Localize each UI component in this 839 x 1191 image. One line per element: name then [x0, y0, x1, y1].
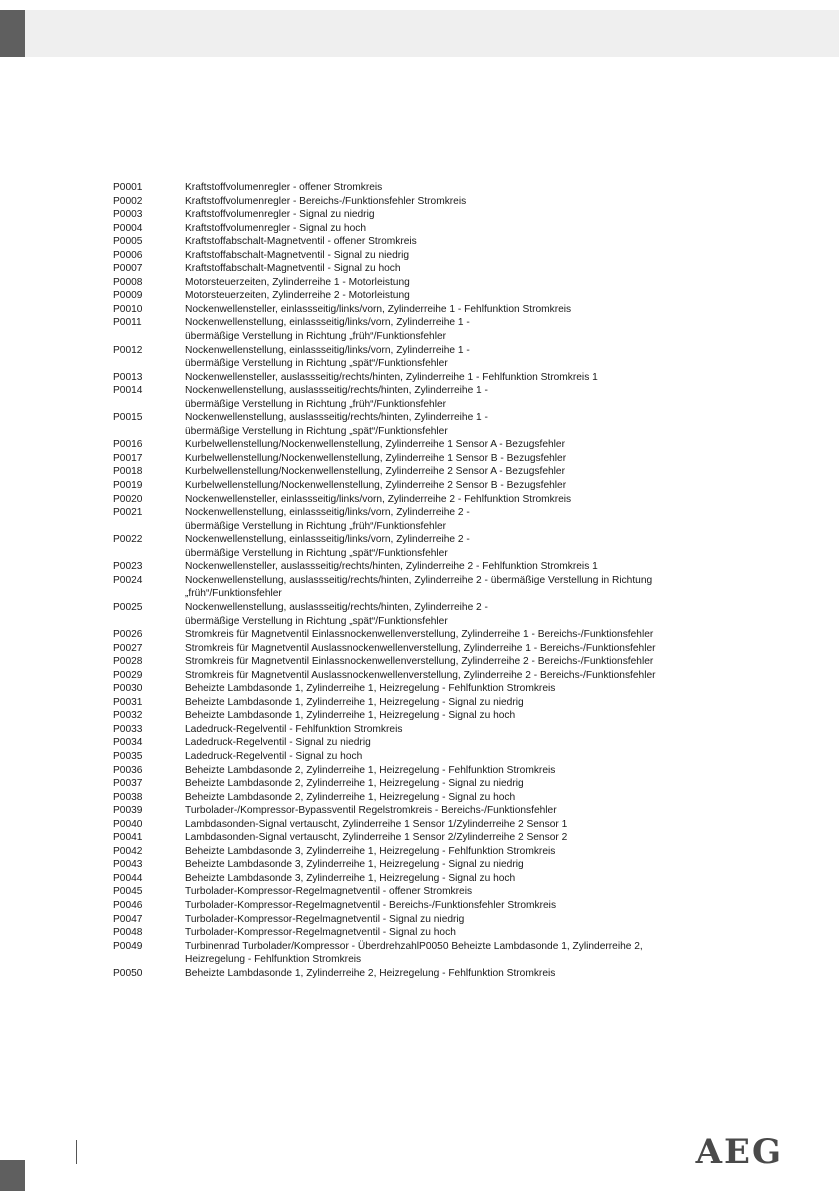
description-line: Ladedruck-Regelventil - Fehlfunktion Stromkreis [185, 723, 403, 735]
code-row [113, 750, 723, 764]
code-row [113, 642, 723, 656]
description-line: Motorsteuerzeiten, Zylinderreihe 2 - Motorleistung [185, 290, 410, 302]
error-code: P0044 [113, 872, 143, 884]
description-line: Turbolader-Kompressor-Regelmagnetventil - Signal zu niedrig [185, 913, 465, 925]
code-row [113, 289, 723, 303]
description-line: Beheizte Lambdasonde 2, Zylinderreihe 1, Heizregelung - Fehlfunktion Stromkreis [185, 764, 556, 776]
error-code: P0011 [113, 317, 142, 329]
description-line: Beheizte Lambdasonde 1, Zylinderreihe 1, Heizregelung - Fehlfunktion Stromkreis [185, 683, 556, 695]
error-code: P0045 [113, 886, 143, 898]
error-code: P0008 [113, 276, 143, 288]
code-row [113, 669, 723, 683]
description-line: übermäßige Verstellung in Richtung „früh“/Funktionsfehler [185, 331, 447, 343]
error-description [185, 208, 723, 222]
error-code: P0030 [113, 683, 143, 695]
description-line: Beheizte Lambdasonde 1, Zylinderreihe 1, Heizregelung - Signal zu niedrig [185, 696, 524, 708]
error-description [185, 574, 723, 601]
description-line: Nockenwellenstellung, auslassseitig/rechts/hinten, Zylinderreihe 2 - übermäßige Verstellung in Richtung [185, 574, 653, 586]
error-code: P0029 [113, 669, 143, 681]
code-row [113, 506, 723, 533]
code-row [113, 181, 723, 195]
code-row [113, 222, 723, 236]
error-description [185, 222, 723, 236]
code-row [113, 479, 723, 493]
footer-divider [76, 1140, 77, 1164]
error-description [185, 479, 723, 493]
error-description [185, 452, 723, 466]
code-row [113, 411, 723, 438]
error-code: P0024 [113, 574, 143, 586]
description-line: Turbolader-Kompressor-Regelmagnetventil - Signal zu hoch [185, 927, 456, 939]
code-row [113, 195, 723, 209]
code-row [113, 438, 723, 452]
description-line: Kurbelwellenstellung/Nockenwellenstellung, Zylinderreihe 1 Sensor B - Bezugsfehler [185, 452, 567, 464]
description-line: Lambdasonden-Signal vertauscht, Zylinderreihe 1 Sensor 2/Zylinderreihe 2 Sensor 2 [185, 832, 568, 844]
description-line: Stromkreis für Magnetventil Auslassnockenwellenverstellung, Zylinderreihe 2 - Bereichs-/Funktionsfehler [185, 669, 656, 681]
code-row [113, 791, 723, 805]
code-row [113, 967, 723, 981]
error-code: P0020 [113, 493, 143, 505]
error-code-list [113, 181, 723, 980]
description-line: Stromkreis für Magnetventil Einlassnockenwellenverstellung, Zylinderreihe 2 - Bereichs-/Funktionsfehler [185, 656, 654, 668]
code-row [113, 845, 723, 859]
code-row [113, 777, 723, 791]
code-row [113, 709, 723, 723]
description-line: Turbolader-/Kompressor-Bypassventil Regelstromkreis - Bereichs-/Funktionsfehler [185, 805, 557, 817]
error-code: P0025 [113, 601, 143, 613]
description-line: Nockenwellensteller, auslassseitig/rechts/hinten, Zylinderreihe 1 - Fehlfunktion Stromkreis 1 [185, 371, 598, 383]
code-row [113, 371, 723, 385]
error-code: P0035 [113, 750, 143, 762]
description-line: Beheizte Lambdasonde 2, Zylinderreihe 1, Heizregelung - Signal zu hoch [185, 791, 516, 803]
description-line: Nockenwellensteller, auslassseitig/rechts/hinten, Zylinderreihe 2 - Fehlfunktion Stromkreis 1 [185, 561, 598, 573]
code-row [113, 316, 723, 343]
code-row [113, 560, 723, 574]
description-line: „früh“/Funktionsfehler [185, 588, 282, 600]
description-line: Heizregelung - Fehlfunktion Stromkreis [185, 954, 362, 966]
description-line: Stromkreis für Magnetventil Einlassnockenwellenverstellung, Zylinderreihe 1 - Bereichs-/Funktionsfehler [185, 629, 654, 641]
description-line: Beheizte Lambdasonde 3, Zylinderreihe 1, Heizregelung - Signal zu niedrig [185, 859, 524, 871]
description-line: Kurbelwellenstellung/Nockenwellenstellung, Zylinderreihe 1 Sensor A - Bezugsfehler [185, 439, 565, 451]
description-line: Beheizte Lambdasonde 2, Zylinderreihe 1, Heizregelung - Signal zu niedrig [185, 778, 524, 790]
code-row [113, 465, 723, 479]
error-code: P0032 [113, 710, 143, 722]
error-code: P0041 [113, 832, 143, 844]
aeg-logo: AEG [695, 1132, 783, 1172]
error-description [185, 628, 723, 642]
code-row [113, 601, 723, 628]
description-line: Turbinenrad Turbolader/Kompressor - ÜberdrehzahlP0050 Beheizte Lambdasonde 1, Zylinderreihe 2, [185, 940, 643, 952]
error-code: P0013 [113, 371, 143, 383]
description-line: Motorsteuerzeiten, Zylinderreihe 1 - Motorleistung [185, 276, 410, 288]
error-description [185, 493, 723, 507]
description-line: Nockenwellenstellung, auslassseitig/rechts/hinten, Zylinderreihe 1 - [185, 412, 488, 424]
code-row [113, 736, 723, 750]
code-row [113, 533, 723, 560]
error-description [185, 371, 723, 385]
error-description [185, 723, 723, 737]
code-row [113, 764, 723, 778]
code-row [113, 276, 723, 290]
error-code: P0012 [113, 344, 143, 356]
code-row [113, 872, 723, 886]
error-code: P0016 [113, 439, 143, 451]
description-line: Turbolader-Kompressor-Regelmagnetventil - Bereichs-/Funktionsfehler Stromkreis [185, 899, 557, 911]
description-line: übermäßige Verstellung in Richtung „spät“/Funktionsfehler [185, 425, 448, 437]
error-code: P0042 [113, 845, 143, 857]
error-code: P0031 [113, 696, 143, 708]
description-line: Beheizte Lambdasonde 3, Zylinderreihe 1, Heizregelung - Fehlfunktion Stromkreis [185, 845, 556, 857]
error-description [185, 940, 723, 967]
error-code: P0006 [113, 249, 143, 261]
error-description [185, 506, 723, 533]
error-description [185, 736, 723, 750]
error-description [185, 777, 723, 791]
error-code: P0002 [113, 195, 143, 207]
page-tab-bottom [0, 1160, 25, 1191]
page-tab-top [0, 10, 25, 57]
error-code: P0001 [113, 182, 143, 193]
error-code: P0037 [113, 778, 143, 790]
code-row [113, 804, 723, 818]
error-description [185, 791, 723, 805]
code-row [113, 818, 723, 832]
error-code: P0039 [113, 805, 143, 817]
error-description [185, 642, 723, 656]
error-code: P0005 [113, 236, 143, 248]
description-line: Kraftstoffabschalt-Magnetventil - Signal zu hoch [185, 263, 401, 275]
error-description [185, 344, 723, 371]
code-row [113, 696, 723, 710]
code-row [113, 831, 723, 845]
description-line: Beheizte Lambdasonde 3, Zylinderreihe 1, Heizregelung - Signal zu hoch [185, 872, 516, 884]
description-line: Kraftstoffvolumenregler - offener Stromkreis [185, 182, 383, 193]
error-code: P0015 [113, 412, 143, 424]
error-code: P0036 [113, 764, 143, 776]
error-description [185, 601, 723, 628]
error-description [185, 764, 723, 778]
code-row [113, 344, 723, 371]
code-row [113, 493, 723, 507]
error-description [185, 465, 723, 479]
error-description [185, 967, 723, 981]
description-line: übermäßige Verstellung in Richtung „früh“/Funktionsfehler [185, 520, 447, 532]
error-code: P0028 [113, 656, 143, 668]
description-line: Kurbelwellenstellung/Nockenwellenstellung, Zylinderreihe 2 Sensor B - Bezugsfehler [185, 480, 567, 492]
error-code: P0017 [113, 452, 143, 464]
error-description [185, 316, 723, 343]
description-line: Nockenwellensteller, einlassseitig/links/vorn, Zylinderreihe 2 - Fehlfunktion Stromkreis [185, 493, 572, 505]
error-code: P0019 [113, 480, 143, 492]
error-code: P0007 [113, 263, 143, 275]
description-line: Nockenwellenstellung, einlassseitig/links/vorn, Zylinderreihe 1 - [185, 344, 470, 356]
code-row [113, 885, 723, 899]
error-code: P0043 [113, 859, 143, 871]
code-row [113, 899, 723, 913]
error-description [185, 560, 723, 574]
error-code: P0038 [113, 791, 143, 803]
error-code: P0027 [113, 642, 143, 654]
error-code: P0010 [113, 303, 143, 315]
error-description [185, 750, 723, 764]
error-description [185, 181, 723, 195]
error-code: P0046 [113, 899, 143, 911]
error-code: P0049 [113, 940, 143, 952]
description-line: Nockenwellenstellung, einlassseitig/links/vorn, Zylinderreihe 1 - [185, 317, 470, 329]
description-line: Kraftstoffvolumenregler - Signal zu niedrig [185, 209, 375, 221]
description-line: Nockenwellenstellung, auslassseitig/rechts/hinten, Zylinderreihe 2 - [185, 601, 488, 613]
error-code: P0050 [113, 967, 143, 979]
error-description [185, 913, 723, 927]
error-description [185, 885, 723, 899]
description-line: Stromkreis für Magnetventil Auslassnockenwellenverstellung, Zylinderreihe 1 - Bereichs-/Funktionsfehler [185, 642, 656, 654]
error-code: P0014 [113, 385, 143, 397]
error-description [185, 195, 723, 209]
description-line: übermäßige Verstellung in Richtung „früh“/Funktionsfehler [185, 398, 447, 410]
description-line: Kraftstoffvolumenregler - Bereichs-/Funktionsfehler Stromkreis [185, 195, 467, 207]
error-description [185, 926, 723, 940]
error-description [185, 845, 723, 859]
error-description [185, 818, 723, 832]
error-code: P0023 [113, 561, 143, 573]
error-description [185, 384, 723, 411]
code-row [113, 249, 723, 263]
code-row [113, 303, 723, 317]
description-line: Nockenwellenstellung, auslassseitig/rechts/hinten, Zylinderreihe 1 - [185, 385, 488, 397]
error-code: P0047 [113, 913, 143, 925]
error-description [185, 249, 723, 263]
error-description [185, 899, 723, 913]
description-line: Ladedruck-Regelventil - Signal zu hoch [185, 750, 363, 762]
description-line: Kraftstoffabschalt-Magnetventil - offener Stromkreis [185, 236, 417, 248]
error-code: P0026 [113, 629, 143, 641]
error-code: P0004 [113, 222, 143, 234]
error-description [185, 411, 723, 438]
description-line: Nockenwellenstellung, einlassseitig/links/vorn, Zylinderreihe 2 - [185, 534, 470, 546]
error-description [185, 709, 723, 723]
code-row [113, 235, 723, 249]
code-row [113, 655, 723, 669]
error-description [185, 858, 723, 872]
description-line: übermäßige Verstellung in Richtung „spät“/Funktionsfehler [185, 358, 448, 370]
error-code: P0003 [113, 209, 143, 221]
code-row [113, 262, 723, 276]
code-row [113, 926, 723, 940]
error-code: P0021 [113, 507, 143, 519]
error-description [185, 696, 723, 710]
error-code: P0048 [113, 927, 143, 939]
description-line: Kurbelwellenstellung/Nockenwellenstellung, Zylinderreihe 2 Sensor A - Bezugsfehler [185, 466, 565, 478]
code-row [113, 858, 723, 872]
error-code: P0040 [113, 818, 143, 830]
code-row [113, 574, 723, 601]
description-line: übermäßige Verstellung in Richtung „spät“/Funktionsfehler [185, 547, 448, 559]
description-line: Lambdasonden-Signal vertauscht, Zylinderreihe 1 Sensor 1/Zylinderreihe 2 Sensor 1 [185, 818, 568, 830]
error-description [185, 303, 723, 317]
error-code: P0034 [113, 737, 143, 749]
code-row [113, 913, 723, 927]
code-row [113, 384, 723, 411]
description-line: Kraftstoffvolumenregler - Signal zu hoch [185, 222, 367, 234]
error-code: P0018 [113, 466, 143, 478]
error-description [185, 289, 723, 303]
code-row [113, 208, 723, 222]
error-description [185, 804, 723, 818]
description-line: übermäßige Verstellung in Richtung „spät“/Funktionsfehler [185, 615, 448, 627]
error-code: P0009 [113, 290, 143, 302]
error-description [185, 669, 723, 683]
description-line: Kraftstoffabschalt-Magnetventil - Signal zu niedrig [185, 249, 410, 261]
error-code: P0033 [113, 723, 143, 735]
error-description [185, 235, 723, 249]
description-line: Nockenwellensteller, einlassseitig/links/vorn, Zylinderreihe 1 - Fehlfunktion Stromkreis [185, 303, 572, 315]
error-description [185, 682, 723, 696]
code-row [113, 682, 723, 696]
description-line: Ladedruck-Regelventil - Signal zu niedrig [185, 737, 371, 749]
code-row [113, 723, 723, 737]
description-line: Nockenwellenstellung, einlassseitig/links/vorn, Zylinderreihe 2 - [185, 507, 470, 519]
code-row [113, 452, 723, 466]
error-description [185, 872, 723, 886]
code-row [113, 940, 723, 967]
error-description [185, 276, 723, 290]
error-description [185, 831, 723, 845]
error-description [185, 533, 723, 560]
description-line: Beheizte Lambdasonde 1, Zylinderreihe 1, Heizregelung - Signal zu hoch [185, 710, 516, 722]
error-description [185, 438, 723, 452]
error-description [185, 655, 723, 669]
error-code: P0022 [113, 534, 143, 546]
code-row [113, 628, 723, 642]
description-line: Beheizte Lambdasonde 1, Zylinderreihe 2, Heizregelung - Fehlfunktion Stromkreis [185, 967, 556, 979]
error-description [185, 262, 723, 276]
header-band [25, 10, 839, 57]
description-line: Turbolader-Kompressor-Regelmagnetventil - offener Stromkreis [185, 886, 473, 898]
